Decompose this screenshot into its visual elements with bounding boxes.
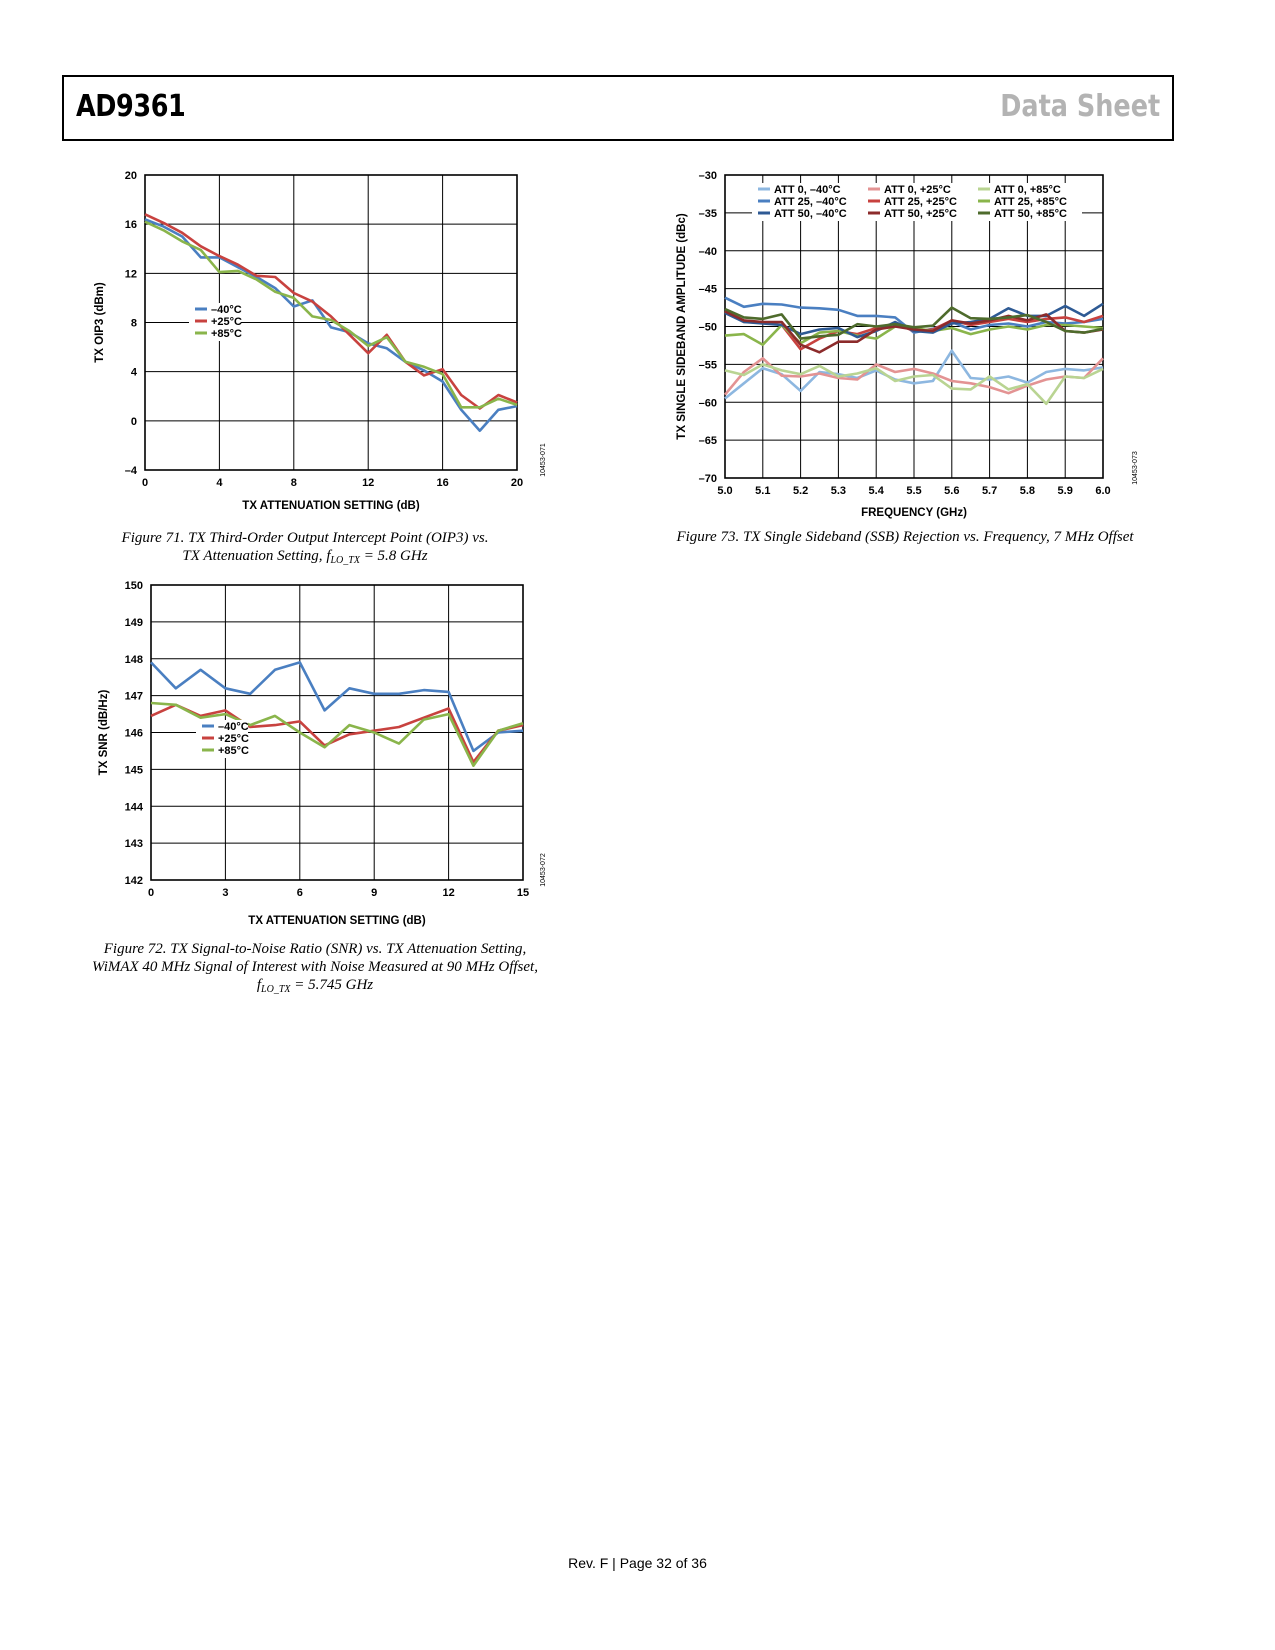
y-axis-label: TX OIP3 (dBm) [94, 282, 106, 363]
oip3-chart-svg [0, 150, 560, 520]
legend-label: –40°C [211, 304, 242, 316]
y-axis-label: TX SINGLE SIDEBAND AMPLITUDE (dBc) [676, 213, 688, 440]
x-axis-label: TX ATTENUATION SETTING (dB) [248, 915, 426, 927]
x-tick-label: 5.9 [1057, 485, 1073, 497]
legend-label: ATT 25, +85°C [994, 196, 1067, 208]
x-tick-label: 6.0 [1095, 485, 1111, 497]
figure-72-caption-line1: Figure 72. TX Signal-to-Noise Ratio (SNR) vs. TX Attenuation Setting, [103, 941, 527, 957]
x-tick-label: 16 [436, 477, 449, 489]
figure-71-caption-line2: TX Attenuation Setting, $f_{LO\_TX} = 5.8$ GHz [182, 548, 428, 566]
y-tick-label: 0 [130, 415, 137, 428]
legend-label: +25°C [218, 733, 250, 745]
x-tick-label: 5.7 [981, 485, 998, 497]
legend-label: ATT 0, –40°C [774, 184, 841, 196]
figure-72-caption [60, 940, 570, 999]
y-tick-label: –35 [698, 207, 717, 220]
y-tick-label: –30 [698, 170, 717, 182]
y-tick-label: 150 [124, 580, 143, 592]
legend-label: ATT 50, +85°C [994, 208, 1067, 220]
x-tick-label: 5.8 [1019, 485, 1036, 497]
y-tick-label: 4 [130, 366, 137, 379]
y-tick-label: –4 [124, 465, 137, 477]
y-tick-label: –65 [698, 435, 717, 448]
x-tick-label: 5.1 [755, 485, 771, 497]
x-tick-label: 5.5 [906, 485, 922, 497]
legend-label: –40°C [218, 721, 249, 733]
x-tick-label: 15 [516, 887, 530, 899]
legend-label: ATT 0, +25°C [884, 184, 951, 196]
figure-73-chart [640, 150, 1160, 520]
y-tick-label: –60 [698, 397, 717, 410]
x-tick-label: 4 [216, 477, 223, 489]
x-tick-label: 0 [141, 477, 149, 489]
x-tick-label: 6 [296, 887, 303, 899]
legend-label: ATT 25, –40°C [774, 196, 847, 208]
figure-73-caption [650, 528, 1160, 546]
figure-71-caption-line1: Figure 71. TX Third-Order Output Intercept Point (OIP3) vs. [121, 530, 489, 546]
y-tick-label: 147 [124, 690, 143, 703]
y-tick-label: 142 [124, 875, 143, 887]
y-tick-label: –70 [698, 473, 717, 485]
product-name: AD9361 [76, 89, 186, 124]
doc-type: Data Sheet [1000, 89, 1160, 124]
figure-73-caption-line1: Figure 73. TX Single Sideband (SSB) Rejection vs. Frequency, 7 MHz Offset [676, 529, 1134, 545]
x-tick-label: 3 [222, 887, 229, 899]
figure-71-chart [0, 150, 560, 520]
ssb-chart-svg [640, 150, 1160, 520]
x-tick-label: 5.0 [717, 485, 733, 497]
x-tick-label: 12 [362, 477, 375, 489]
x-axis-label: TX ATTENUATION SETTING (dB) [242, 500, 420, 512]
y-tick-label: 149 [124, 616, 143, 629]
x-tick-label: 0 [147, 887, 155, 899]
page-footer: Rev. F | Page 32 of 36 [568, 1555, 707, 1571]
figure-code: 10453-073 [1132, 451, 1139, 485]
page-header [62, 75, 1174, 141]
y-tick-label: 12 [124, 268, 137, 281]
x-tick-label: 5.6 [944, 485, 960, 497]
x-tick-label: 20 [510, 477, 524, 489]
legend-label: ATT 0, +85°C [994, 184, 1061, 196]
y-tick-label: 143 [124, 838, 143, 851]
x-axis-label: FREQUENCY (GHz) [861, 507, 967, 519]
legend-label: +25°C [211, 316, 243, 328]
y-tick-label: –40 [698, 245, 717, 258]
y-tick-label: 146 [124, 727, 143, 740]
y-tick-label: 144 [124, 801, 143, 814]
y-tick-label: 148 [124, 653, 143, 666]
figure-code: 10453-071 [540, 443, 547, 477]
x-tick-label: 5.4 [868, 485, 884, 497]
y-axis-label: TX SNR (dB/Hz) [98, 689, 110, 776]
y-tick-label: –45 [698, 283, 717, 296]
x-tick-label: 12 [442, 887, 455, 899]
legend-label: +85°C [218, 745, 250, 757]
figure-72-caption-line2: WiMAX 40 MHz Signal of Interest with Noise Measured at 90 MHz Offset, [92, 959, 538, 975]
x-tick-label: 8 [290, 477, 297, 489]
y-tick-label: –55 [698, 359, 717, 372]
y-tick-label: 16 [124, 219, 137, 232]
figure-code: 10453-072 [540, 853, 547, 887]
legend-label: ATT 50, +25°C [884, 208, 957, 220]
x-tick-label: 5.2 [792, 485, 809, 497]
legend-label: +85°C [211, 328, 243, 340]
legend-label: ATT 25, +25°C [884, 196, 957, 208]
x-tick-label: 9 [371, 887, 378, 899]
y-tick-label: 20 [124, 170, 137, 182]
x-tick-label: 5.3 [830, 485, 847, 497]
y-tick-label: 8 [130, 317, 137, 330]
legend-label: ATT 50, –40°C [774, 208, 847, 220]
snr-chart-svg [0, 560, 560, 930]
figure-72-caption-line3: $f_{LO\_TX} = 5.745$ GHz [256, 977, 374, 995]
y-tick-label: –50 [698, 321, 717, 334]
y-tick-label: 145 [124, 764, 143, 777]
figure-72-chart [0, 560, 560, 930]
